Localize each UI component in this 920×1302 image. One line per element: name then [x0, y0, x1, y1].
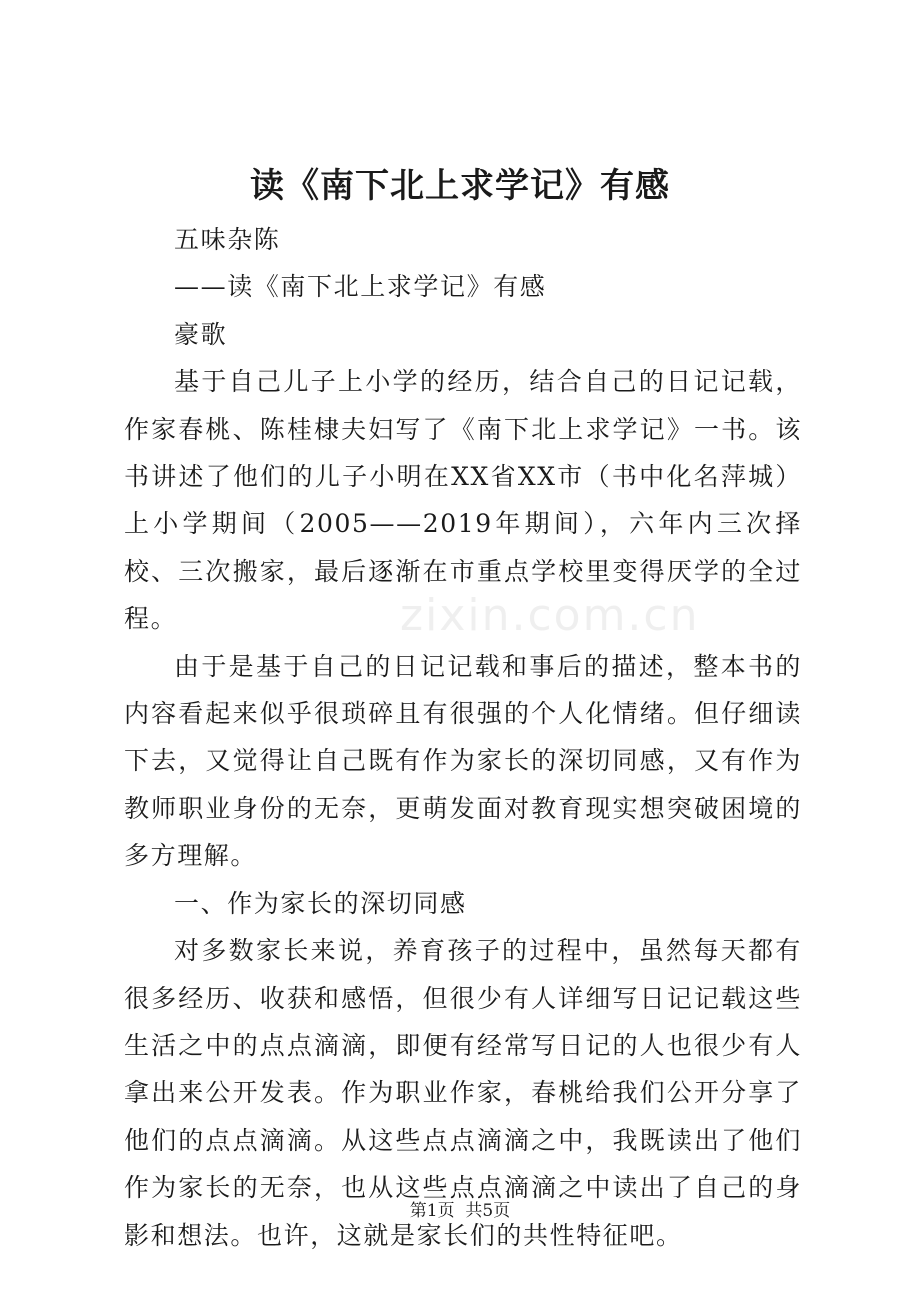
paragraph-intro: 基于自己儿子上小学的经历，结合自己的日记记载，作家春桃、陈桂棣夫妇写了《南下北上求学记》一书。该书讲述了他们的儿子小明在XX省XX市（书中化名萍城）上小学期间（2005——2019年期间），六年内三次择校、三次搬家，最后逐渐在市重点学校里变得厌学的全过程。 — [124, 367, 802, 634]
page-total: 共5页 — [465, 1201, 511, 1221]
document-body — [124, 216, 802, 1259]
page-footer — [0, 1198, 920, 1224]
paragraph-subtitle: 五味杂陈 — [174, 225, 281, 254]
paragraph-reflection: 由于是基于自己的日记记载和事后的描述，整本书的内容看起来似乎很琐碎且有很强的个人化情绪。但仔细读下去，又觉得让自己既有作为家长的深切同感，又有作为教师职业身份的无奈，更萌发面对教育现实想突破困境的多方理解。 — [124, 651, 802, 871]
paragraph-section-one: 对多数家长来说，养育孩子的过程中，虽然每天都有很多经历、收获和感悟，但很少有人详细写日记记载这些生活之中的点点滴滴，即便有经常写日记的人也很少有人拿出来公开发表。作为职业作家，春桃给我们公开分享了他们的点点滴滴。从这些点点滴滴之中，我既读出了他们作为家长的无奈，也从这些点点滴滴之中读出了自己的身影和想法。也许，这就是家长们的共性特征吧。 — [124, 936, 802, 1250]
watermark: zixin.com.cn — [400, 590, 700, 641]
document-title: 读《南下北上求学记》有感 — [250, 166, 670, 206]
paragraph-author: 豪歌 — [174, 319, 228, 349]
page-number: 第1页 — [409, 1201, 455, 1221]
paragraph-subtitle-line: ——读《南下北上求学记》有感 — [174, 272, 547, 302]
section-heading: 一、作为家长的深切同感 — [174, 888, 467, 918]
